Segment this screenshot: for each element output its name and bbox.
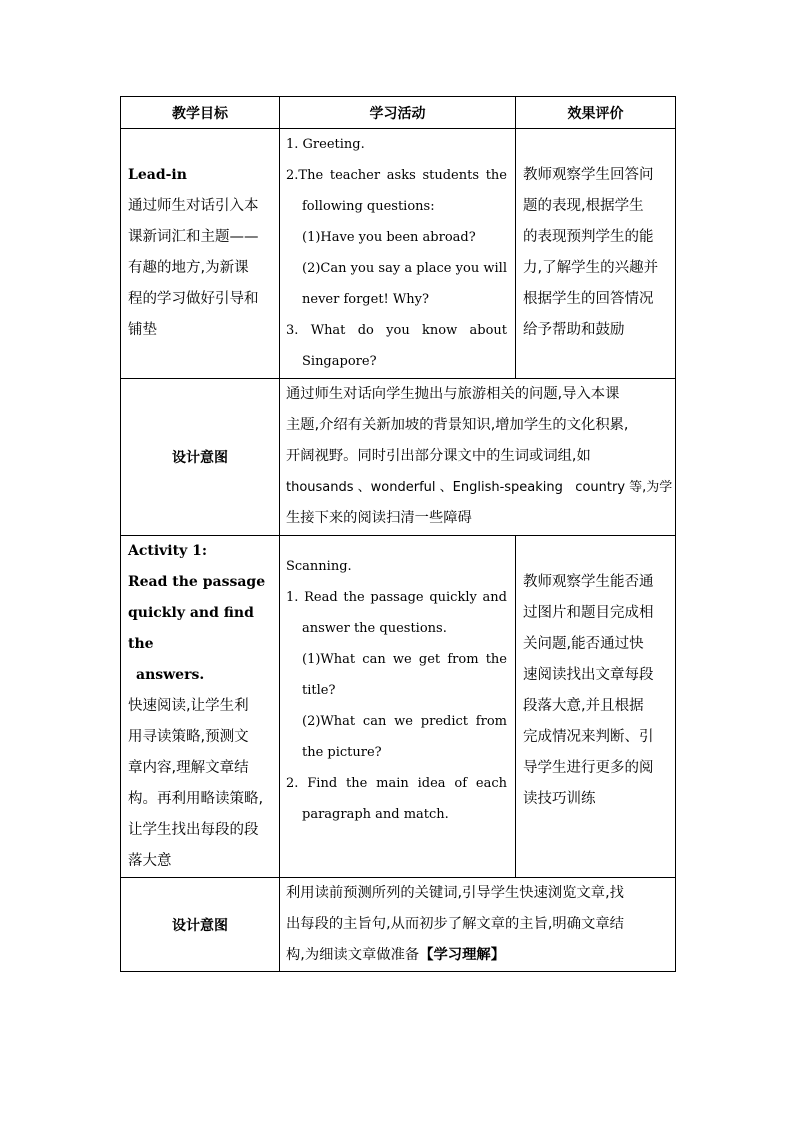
design-line: 开阔视野。同时引出部分课文中的生词或词组,如 (286, 448, 591, 464)
goal-line: 落大意 (128, 853, 172, 869)
design-line: thousands 、wonderful 、English-speaking country 等,为学 (286, 480, 673, 495)
goal-line: 程的学习做好引导和 (128, 291, 259, 307)
activity-line: 1. Greeting. (286, 137, 365, 152)
activity-line: Scanning. (286, 559, 352, 574)
activity-1-activity-cell (280, 536, 516, 878)
goal-line: 让学生找出每段的段 (128, 822, 259, 838)
design-intent-text-1 (280, 379, 676, 536)
activity-line: Singapore? (302, 354, 377, 369)
evaluation-line: 力,了解学生的兴趣并 (523, 260, 659, 276)
activity-line: never forget! Why? (302, 292, 429, 307)
evaluation-line: 关问题,能否通过快 (523, 636, 644, 652)
design-line-last (286, 940, 669, 971)
design-intent-label-1: 设计意图 (121, 379, 280, 536)
lead-in-evaluation-cell (516, 129, 676, 379)
design-intent-row-1 (121, 379, 676, 536)
activity-line: following questions: (302, 199, 435, 214)
design-line: 生接下来的阅读扫清一些障碍 (286, 510, 472, 526)
goal-line: 有趣的地方,为新课 (128, 260, 249, 276)
activity-line: (1)What can we get from the (302, 652, 507, 667)
header-activity: 学习活动 (280, 97, 516, 129)
lead-in-activity-cell (280, 129, 516, 379)
design-line: 利用读前预测所列的关键词,引导学生快速浏览文章,找 (286, 885, 624, 901)
activity-1-activity-text (286, 551, 507, 830)
activity-1-goal-text (128, 691, 273, 877)
design-line: 通过师生对话向学生抛出与旅游相关的问题,导入本课 (286, 386, 620, 402)
evaluation-line: 段落大意,并且根据 (523, 698, 644, 714)
activity-1-title (128, 536, 273, 691)
goal-line: 通过师生对话引入本 (128, 198, 259, 214)
goal-line: 用寻读策略,预测文 (128, 729, 249, 745)
lesson-plan-table (120, 96, 676, 972)
activity-line: 2. Find the main idea of each (286, 776, 507, 791)
design-intent-label-2: 设计意图 (121, 878, 280, 972)
lead-in-title: Lead-in (128, 167, 187, 183)
activity-1-row (121, 536, 676, 878)
activity-1-evaluation-cell (516, 536, 676, 878)
design-line: 主题,介绍有关新加坡的背景知识,增加学生的文化积累, (286, 417, 629, 433)
activity-line: (1)Have you been abroad? (302, 230, 476, 245)
title-line: Read the passage (128, 574, 266, 590)
lead-in-goal-cell (121, 129, 280, 379)
lead-in-row (121, 129, 676, 379)
goal-line: 构。再利用略读策略, (128, 791, 264, 807)
activity-line: answer the questions. (302, 621, 447, 636)
activity-line: (2)What can we predict from (302, 714, 507, 729)
lead-in-goal-text (128, 191, 273, 346)
evaluation-line: 导学生进行更多的阅 (523, 760, 654, 776)
evaluation-line: 速阅读找出文章每段 (523, 667, 654, 683)
evaluation-line: 的表现预判学生的能 (523, 229, 654, 245)
evaluation-line: 题的表现,根据学生 (523, 198, 644, 214)
header-row (121, 97, 676, 129)
goal-line: 快速阅读,让学生利 (128, 698, 249, 714)
activity-line: 2.The teacher asks students the (286, 168, 507, 183)
evaluation-line: 给予帮助和鼓励 (523, 322, 625, 338)
header-evaluation: 效果评价 (516, 97, 676, 129)
activity-1-evaluation-text (523, 567, 669, 815)
title-line: Activity 1: (128, 543, 208, 559)
header-goal: 教学目标 (121, 97, 280, 129)
activity-line: paragraph and match. (302, 807, 449, 822)
design-line-text: 构,为细读文章做准备 (286, 947, 420, 963)
design-line: 出每段的主旨句,从而初步了解文章的主旨,明确文章结 (286, 916, 624, 932)
activity-line: (2)Can you say a place you will (302, 261, 507, 276)
activity-line: the picture? (302, 745, 382, 760)
evaluation-line: 教师观察学生能否通 (523, 574, 654, 590)
evaluation-line: 完成情况来判断、引 (523, 729, 654, 745)
learning-tag: 【学习理解】 (419, 947, 505, 963)
activity-line: 3. What do you know about (286, 323, 507, 338)
goal-line: 章内容,理解文章结 (128, 760, 249, 776)
activity-1-goal-cell (121, 536, 280, 878)
evaluation-line: 过图片和题目完成相 (523, 605, 654, 621)
goal-line: 课新词汇和主题—— (128, 229, 259, 245)
evaluation-line: 教师观察学生回答问 (523, 167, 654, 183)
title-line: answers. (136, 667, 205, 683)
evaluation-line: 根据学生的回答情况 (523, 291, 654, 307)
title-line: quickly and find the (128, 605, 254, 652)
evaluation-line: 读技巧训练 (523, 791, 596, 807)
design-intent-text-2 (280, 878, 676, 972)
design-intent-row-2 (121, 878, 676, 972)
goal-line: 铺垫 (128, 322, 157, 338)
activity-line: 1. Read the passage quickly and (286, 590, 507, 605)
lead-in-evaluation-text (523, 160, 669, 346)
lead-in-activity-text (286, 129, 507, 377)
activity-line: title? (302, 683, 336, 698)
